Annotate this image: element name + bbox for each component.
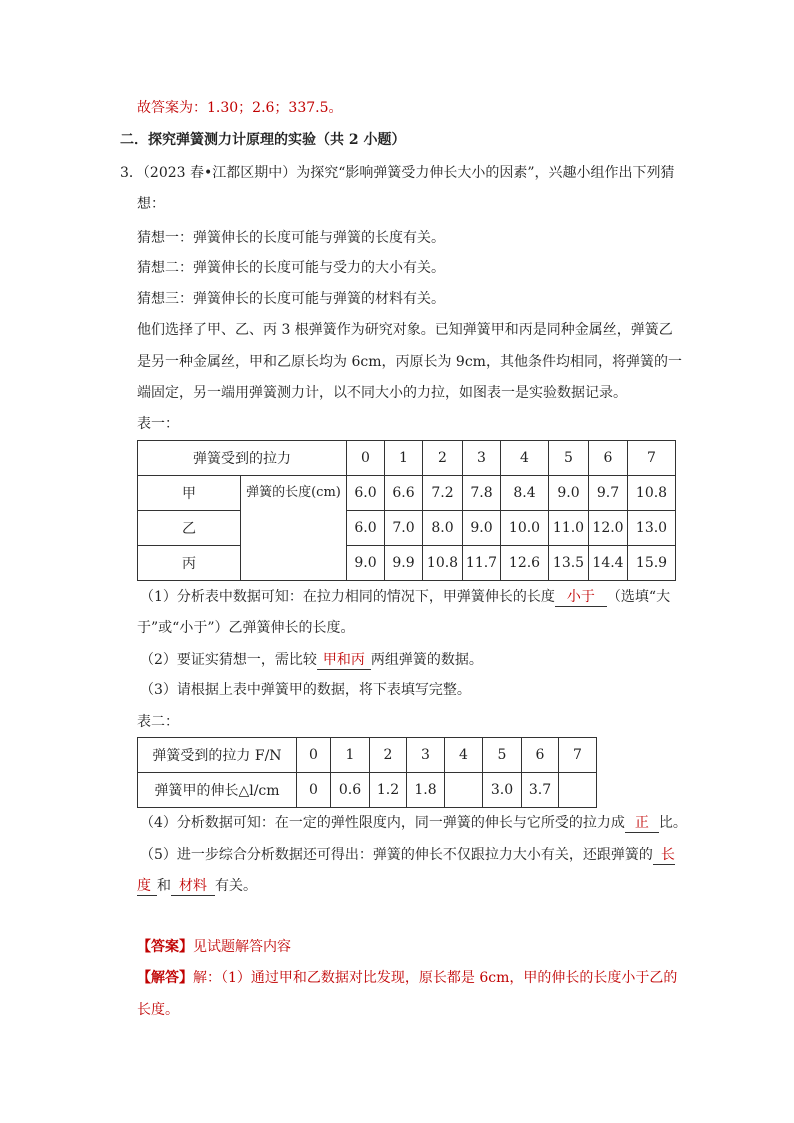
answer-text: 见试题解答内容 [193,939,291,955]
table-cell: 9.0 [347,546,385,581]
force-value: 6 [522,738,559,773]
spring-name: 甲 [138,476,241,511]
table-cell: 3.0 [483,773,522,808]
table1-caption: 表一： [137,416,179,432]
force-value: 4 [501,441,549,476]
table-cell: 9.9 [385,546,423,581]
table-cell: 10.8 [423,546,463,581]
table-cell: 9.0 [463,511,501,546]
table-row [138,511,676,546]
table-cell: 8.4 [501,476,549,511]
table-row [138,476,676,511]
question-stem-line: 3．（2023 春•江都区期中）为探究“影响弹簧受力伸长大小的因素”，兴趣小组作出下列猜 [120,165,675,181]
table-cell: 7.8 [463,476,501,511]
explain-text: 解：（1）通过甲和乙数据对比发现，原长都是 6cm，甲的伸长的长度小于乙的 [193,970,678,986]
spring-name: 丙 [138,546,241,581]
table-cell-blank [559,773,597,808]
sub-question-5 [140,845,675,865]
table-cell: 6.0 [347,476,385,511]
explain-tag: 【解答】 [137,970,193,986]
hypothesis-2: 猜想二：弹簧伸长的长度可能与受力的大小有关。 [137,260,445,276]
table-cell: 11.0 [549,511,589,546]
force-value: 1 [385,441,423,476]
force-value: 5 [549,441,589,476]
table-cell: 6.0 [347,511,385,546]
table-cell: 0.6 [331,773,370,808]
q1-answer: 小于 [555,589,607,607]
table-row [138,546,676,581]
table-cell: 1.2 [370,773,407,808]
q2-text-before: （2）要证实猜想一，需比较 [140,652,317,668]
table-cell: 9.7 [589,476,628,511]
setup-line: 是另一种金属丝，甲和乙原长均为 6cm，丙原长为 9cm，其他条件均相同，将弹簧的一 [137,354,682,370]
table-cell: 12.0 [589,511,628,546]
hypothesis-1: 猜想一：弹簧伸长的长度可能与弹簧的长度有关。 [137,230,445,246]
table-row [138,738,597,773]
q1-text-after: （选填“大 [606,589,671,605]
force-value: 5 [483,738,522,773]
q5-answer-1-part2: 度 [137,878,157,896]
sub-question-1-cont: 于”或“小于”）乙弹簧伸长的长度。 [137,620,355,636]
table-cell: 12.6 [501,546,549,581]
table-cell: 1.8 [407,773,445,808]
sub-question-1 [140,587,670,607]
table-cell: 14.4 [589,546,628,581]
section-title: 二．探究弹簧测力计原理的实验（共 2 小题） [120,132,406,148]
table-cell: 13.0 [628,511,676,546]
q4-text-before: （4）分析数据可知：在一定的弹性限度内，同一弹簧的伸长与它所受的拉力成 [140,815,625,831]
table-cell: 8.0 [423,511,463,546]
answer-tag: 【答案】 [137,939,193,955]
table-cell: 7.0 [385,511,423,546]
table-cell: 15.9 [628,546,676,581]
table-cell: 13.5 [549,546,589,581]
table-cell: 10.0 [501,511,549,546]
table2-caption: 表二： [137,714,179,730]
solution-answer [137,937,291,957]
table-cell: 0 [297,773,331,808]
force-value: 2 [370,738,407,773]
table-cell: 11.7 [463,546,501,581]
length-label: 弹簧的长度(cm) [241,476,347,581]
force-value: 3 [463,441,501,476]
spring-name: 乙 [138,511,241,546]
sub-question-3: （3）请根据上表中弹簧甲的数据，将下表填写完整。 [140,682,471,698]
table-cell: 10.8 [628,476,676,511]
force-label: 弹簧受到的拉力 F/N [138,738,297,773]
table-1 [137,440,676,581]
table-cell-blank [445,773,483,808]
extension-label: 弹簧甲的伸长△l/cm [138,773,297,808]
force-value: 2 [423,441,463,476]
q5-answer-2: 材料 [171,878,215,896]
q2-text-after: 两组弹簧的数据。 [370,652,483,668]
hypothesis-3: 猜想三：弹簧伸长的长度可能与弹簧的材料有关。 [137,291,445,307]
force-value: 0 [297,738,331,773]
solution-explanation [137,968,677,988]
table-cell: 9.0 [549,476,589,511]
force-value: 7 [628,441,676,476]
force-value: 4 [445,738,483,773]
force-value: 1 [331,738,370,773]
table-cell: 3.7 [522,773,559,808]
table-cell: 7.2 [423,476,463,511]
force-value: 6 [589,441,628,476]
q5-answer-1-part1: 长 [653,847,675,865]
force-value: 0 [347,441,385,476]
force-value: 7 [559,738,597,773]
table-2 [137,737,597,808]
q2-answer: 甲和丙 [317,652,371,670]
sub-question-5-cont [137,876,257,896]
sub-question-2 [140,650,483,670]
solution-explanation-cont: 长度。 [137,1002,179,1018]
q4-text-after: 比。 [658,815,687,831]
table-row [138,773,597,808]
table-header-row [138,441,676,476]
q5-text-middle: 和 [157,878,171,894]
answer-summary: 故答案为：1.30；2.6；337.5。 [137,100,343,116]
q1-text-before: （1）分析表中数据可知：在拉力相同的情况下，甲弹簧伸长的长度 [140,589,555,605]
setup-line: 他们选择了甲、乙、丙 3 根弹簧作为研究对象。已知弹簧甲和丙是同种金属丝，弹簧乙 [137,322,673,338]
table-cell: 6.6 [385,476,423,511]
sub-question-4 [140,813,687,833]
force-header: 弹簧受到的拉力 [138,441,347,476]
q5-text-before: （5）进一步综合分析数据还可得出：弹簧的伸长不仅跟拉力大小有关，还跟弹簧的 [140,847,653,863]
q5-text-after: 有关。 [215,878,257,894]
force-value: 3 [407,738,445,773]
question-stem-line: 想： [137,196,165,212]
setup-line: 端固定，另一端用弹簧测力计，以不同大小的力拉，如图表一是实验数据记录。 [137,385,627,401]
q4-answer: 正 [625,815,659,833]
